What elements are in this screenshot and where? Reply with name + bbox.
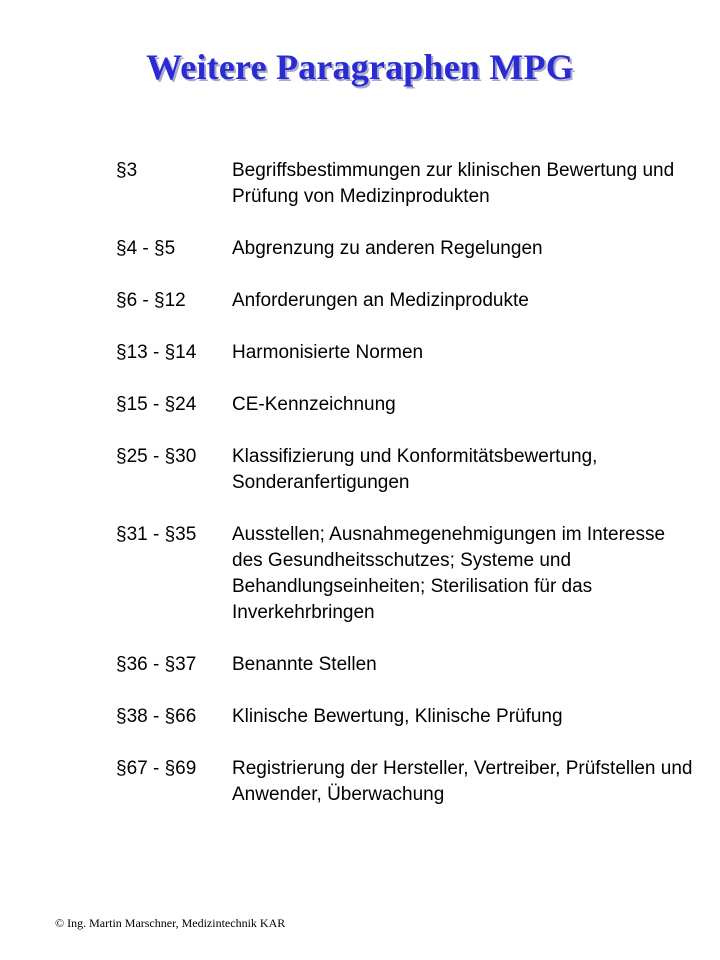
list-item — [116, 158, 696, 210]
paragraph-description: Klassifizierung und Konformitätsbewertung, Sonderanfertigungen — [232, 446, 598, 493]
paragraph-number: §13 - §14 — [116, 342, 197, 363]
paragraph-number: §15 - §24 — [116, 394, 197, 415]
list-item — [116, 652, 696, 678]
paragraph-description: Harmonisierte Normen — [232, 342, 424, 363]
list-item — [116, 522, 696, 626]
list-item — [116, 756, 696, 808]
paragraph-list — [116, 158, 696, 834]
list-item — [116, 704, 696, 730]
paragraph-number: §4 - §5 — [116, 238, 176, 259]
paragraph-description: Ausstellen; Ausnahmegenehmigungen im Interesse des Gesundheitsschutzes; Systeme und Behandlungseinheiten; Sterilisation für das Inverkehrbringen — [232, 524, 666, 623]
paragraph-description: Klinische Bewertung, Klinische Prüfung — [232, 706, 563, 727]
list-item — [116, 340, 696, 366]
page-title: Weitere Paragraphen MPG — [146, 47, 574, 87]
paragraph-number: §3 — [116, 160, 138, 181]
list-item — [116, 444, 696, 496]
paragraph-number: §25 - §30 — [116, 446, 197, 467]
copyright-footer: © Ing. Martin Marschner, Medizintechnik KAR — [55, 916, 286, 930]
paragraph-description: CE-Kennzeichnung — [232, 394, 396, 415]
paragraph-description: Anforderungen an Medizinprodukte — [232, 290, 529, 311]
paragraph-number: §31 - §35 — [116, 524, 197, 545]
list-item — [116, 392, 696, 418]
paragraph-number: §36 - §37 — [116, 654, 197, 675]
paragraph-description: Benannte Stellen — [232, 654, 377, 675]
paragraph-description: Registrierung der Hersteller, Vertreiber, Prüfstellen und Anwender, Überwachung — [232, 758, 693, 805]
paragraph-description: Begriffsbestimmungen zur klinischen Bewertung und Prüfung von Medizinprodukten — [232, 160, 675, 207]
paragraph-number: §67 - §69 — [116, 758, 197, 779]
list-item — [116, 236, 696, 262]
list-item — [116, 288, 696, 314]
paragraph-number: §38 - §66 — [116, 706, 197, 727]
paragraph-number: §6 - §12 — [116, 290, 186, 311]
paragraph-description: Abgrenzung zu anderen Regelungen — [232, 238, 543, 259]
